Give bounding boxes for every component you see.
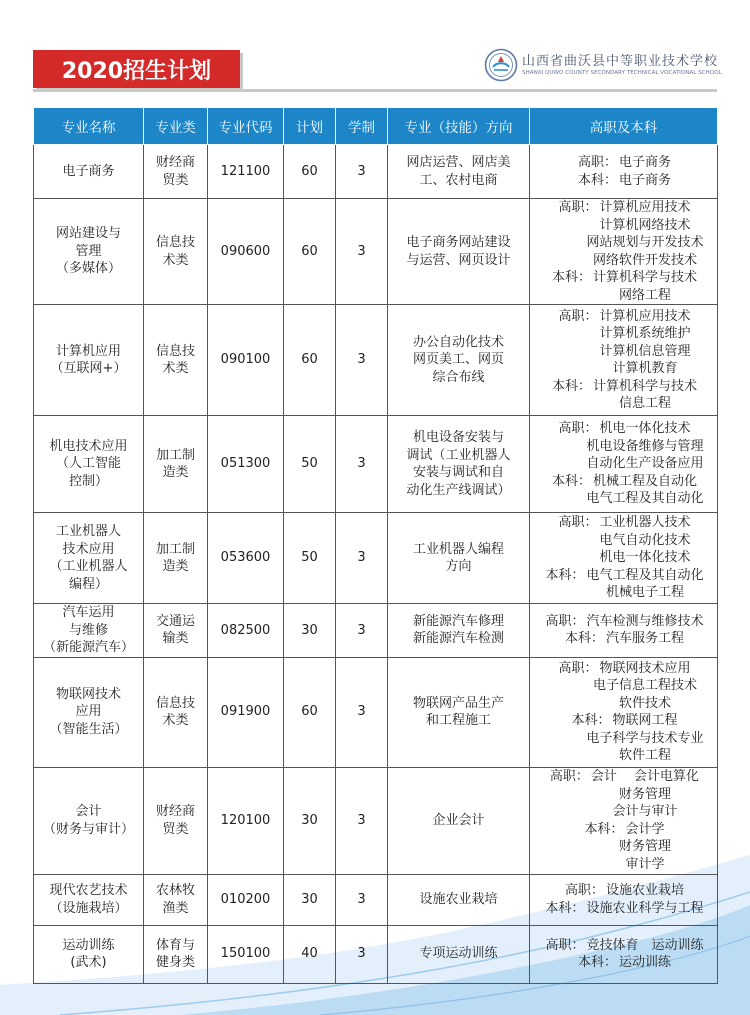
higher-education-line xyxy=(532,287,715,305)
header-category: 专业类 xyxy=(144,108,208,145)
level-label: 本科： xyxy=(577,172,617,188)
higher-education-cell xyxy=(530,305,718,416)
level-label: 本科： xyxy=(545,567,585,583)
level-label: 高职： xyxy=(558,308,598,324)
program-name: 竞技体育 运动训练 xyxy=(586,937,704,953)
plan-cell: 60 xyxy=(284,657,336,767)
higher-education-cell xyxy=(530,416,718,513)
direction-cell: 机电设备安装与 调试（工业机器人 安装与调试和自 动化生产线调试） xyxy=(388,416,530,513)
major-name-cell: 电子商务 xyxy=(34,145,144,199)
category-cell: 信息技 术类 xyxy=(144,305,208,416)
level-label: 高职： xyxy=(558,660,598,676)
higher-education-line xyxy=(532,252,715,270)
header-code: 专业代码 xyxy=(208,108,284,145)
higher-education-cell xyxy=(530,513,718,604)
major-name-cell: 会计 （财务与审计） xyxy=(34,767,144,874)
table-row xyxy=(34,305,718,416)
level-label: 本科： xyxy=(577,955,617,970)
enrollment-plan-table xyxy=(33,107,718,984)
level-label: 高职： xyxy=(549,769,589,784)
higher-education-line xyxy=(532,937,715,955)
program-name: 运动训练 xyxy=(618,955,671,970)
higher-education-line xyxy=(532,514,715,532)
category-cell: 加工制 造类 xyxy=(144,513,208,604)
direction-cell: 专项运动训练 xyxy=(388,925,530,983)
program-name: 电气工程及其自动化 xyxy=(586,567,704,583)
plan-cell: 30 xyxy=(284,767,336,874)
program-name: 自动化生产设备应用 xyxy=(586,456,704,472)
level-label: 本科： xyxy=(584,821,624,837)
higher-education-line xyxy=(532,395,715,413)
years-cell: 3 xyxy=(336,657,388,767)
table-row xyxy=(34,416,718,513)
major-name-cell: 计算机应用 （互联网+） xyxy=(34,305,144,416)
program-name: 汽车服务工程 xyxy=(605,631,684,647)
level-label: 本科： xyxy=(545,900,585,916)
table-row xyxy=(34,767,718,874)
program-name: 电子商务 xyxy=(618,172,671,188)
higher-education-line xyxy=(532,630,715,648)
higher-education-line xyxy=(532,172,715,190)
higher-education-line xyxy=(532,695,715,713)
school-name-en: SHANXI QUWO COUNTY SECONDARY TECHNICAL VOCATIONAL SCHOOL xyxy=(522,70,722,76)
program-name: 机械电子工程 xyxy=(605,585,684,601)
direction-cell: 设施农业栽培 xyxy=(388,874,530,925)
higher-education-line xyxy=(532,154,715,172)
plan-cell: 50 xyxy=(284,513,336,604)
program-name: 电气自动化技术 xyxy=(599,532,691,548)
program-name: 汽车检测与维修技术 xyxy=(586,613,704,629)
level-label: 高职： xyxy=(564,883,604,898)
table-row xyxy=(34,145,718,199)
header-major-name: 专业名称 xyxy=(34,108,144,145)
program-name: 电子科学与技术专业 xyxy=(586,730,704,746)
higher-education-line xyxy=(532,455,715,473)
higher-education-line xyxy=(532,821,715,839)
category-cell: 体育与 健身类 xyxy=(144,925,208,983)
program-name: 物联网技术应用 xyxy=(599,660,691,676)
major-name-cell: 现代农艺技术 （设施栽培） xyxy=(34,874,144,925)
program-name: 信息工程 xyxy=(618,396,671,411)
higher-education-line xyxy=(532,613,715,631)
higher-education-line xyxy=(532,900,715,918)
higher-education-line xyxy=(532,730,715,748)
higher-education-line xyxy=(532,378,715,396)
code-cell: 121100 xyxy=(208,145,284,199)
code-cell: 090100 xyxy=(208,305,284,416)
plan-cell: 50 xyxy=(284,416,336,513)
higher-education-line xyxy=(532,343,715,361)
direction-cell: 新能源汽车修理 新能源汽车检测 xyxy=(388,604,530,658)
program-name: 电子信息工程技术 xyxy=(592,678,697,693)
plan-cell: 60 xyxy=(284,145,336,199)
level-label: 本科： xyxy=(564,631,604,647)
higher-education-line xyxy=(532,308,715,326)
school-name: 山西省曲沃县中等职业技术学校 xyxy=(522,54,719,69)
program-name: 计算机应用技术 xyxy=(599,308,691,324)
higher-education-line xyxy=(532,768,715,786)
major-name-cell: 网站建设与 管理 （多媒体） xyxy=(34,199,144,305)
level-label: 高职： xyxy=(558,421,598,437)
code-cell: 051300 xyxy=(208,416,284,513)
page-title: 2020招生计划 xyxy=(33,50,240,88)
program-name: 审计学 xyxy=(625,856,665,872)
higher-education-line xyxy=(532,584,715,602)
higher-education-line xyxy=(532,490,715,508)
years-cell: 3 xyxy=(336,767,388,874)
code-cell: 091900 xyxy=(208,657,284,767)
direction-cell: 办公自动化技术 网页美工、网页 综合布线 xyxy=(388,305,530,416)
program-name: 工业机器人技术 xyxy=(599,515,691,531)
program-name: 机电设备维修与管理 xyxy=(586,438,704,454)
program-name: 设施农业科学与工程 xyxy=(586,900,704,916)
program-name: 物联网工程 xyxy=(612,713,678,728)
header-direction: 专业（技能）方向 xyxy=(388,108,530,145)
table-row xyxy=(34,513,718,604)
major-name-cell: 机电技术应用 （人工智能 控制） xyxy=(34,416,144,513)
years-cell: 3 xyxy=(336,513,388,604)
years-cell: 3 xyxy=(336,416,388,513)
plan-cell: 30 xyxy=(284,604,336,658)
program-name: 计算机科学与技术 xyxy=(592,378,697,394)
direction-cell: 企业会计 xyxy=(388,767,530,874)
category-cell: 加工制 造类 xyxy=(144,416,208,513)
program-name: 会计学 xyxy=(625,821,665,837)
higher-education-cell xyxy=(530,925,718,983)
major-name-cell: 物联网技术 应用 （智能生活） xyxy=(34,657,144,767)
years-cell: 3 xyxy=(336,925,388,983)
title-underline xyxy=(33,89,717,92)
higher-education-line xyxy=(532,199,715,217)
higher-education-line xyxy=(532,360,715,378)
direction-cell: 电子商务网站建设 与运营、网页设计 xyxy=(388,199,530,305)
higher-education-line xyxy=(532,954,715,972)
higher-education-line xyxy=(532,856,715,874)
header-years: 学制 xyxy=(336,108,388,145)
higher-education-line xyxy=(532,420,715,438)
higher-education-line xyxy=(532,803,715,821)
program-name: 财务管理 xyxy=(618,786,671,802)
category-cell: 农林牧 渔类 xyxy=(144,874,208,925)
direction-cell: 工业机器人编程 方向 xyxy=(388,513,530,604)
table-row xyxy=(34,925,718,983)
program-name: 会计与审计 xyxy=(612,804,678,819)
higher-education-line xyxy=(532,786,715,804)
level-label: 高职： xyxy=(545,937,585,953)
higher-education-line xyxy=(532,325,715,343)
years-cell: 3 xyxy=(336,145,388,199)
table-row xyxy=(34,874,718,925)
program-name: 计算机应用技术 xyxy=(599,200,691,215)
higher-education-line xyxy=(532,677,715,695)
program-name: 机电一体化技术 xyxy=(599,550,691,566)
plan-cell: 60 xyxy=(284,199,336,305)
category-cell: 财经商 贸类 xyxy=(144,145,208,199)
header-higher-education: 高职及本科 xyxy=(530,108,718,145)
program-name: 设施农业栽培 xyxy=(605,883,684,898)
program-name: 网络工程 xyxy=(618,287,671,303)
higher-education-line xyxy=(532,438,715,456)
code-cell: 010200 xyxy=(208,874,284,925)
higher-education-line xyxy=(532,549,715,567)
school-logo-icon xyxy=(484,48,518,82)
table-row xyxy=(34,604,718,658)
program-name: 软件工程 xyxy=(618,748,671,763)
higher-education-line xyxy=(532,838,715,856)
higher-education-cell xyxy=(530,657,718,767)
code-cell: 082500 xyxy=(208,604,284,658)
higher-education-cell xyxy=(530,145,718,199)
program-name: 网络软件开发技术 xyxy=(592,252,697,268)
higher-education-line xyxy=(532,747,715,765)
table-header-row xyxy=(34,108,718,145)
level-label: 本科： xyxy=(551,473,591,489)
plan-cell: 60 xyxy=(284,305,336,416)
program-name: 网站规划与开发技术 xyxy=(586,235,704,250)
major-name-cell: 工业机器人 技术应用 （工业机器人 编程） xyxy=(34,513,144,604)
program-name: 电子商务 xyxy=(618,155,671,170)
table-row xyxy=(34,199,718,305)
code-cell: 090600 xyxy=(208,199,284,305)
direction-cell: 物联网产品生产 和工程施工 xyxy=(388,657,530,767)
program-name: 计算机信息管理 xyxy=(599,343,691,359)
higher-education-line xyxy=(532,269,715,287)
table-row xyxy=(34,657,718,767)
program-name: 计算机教育 xyxy=(612,361,678,376)
level-label: 高职： xyxy=(545,613,585,629)
higher-education-cell xyxy=(530,199,718,305)
higher-education-line xyxy=(532,532,715,550)
category-cell: 信息技 术类 xyxy=(144,199,208,305)
program-name: 计算机科学与技术 xyxy=(592,270,697,285)
higher-education-line xyxy=(532,234,715,252)
higher-education-cell xyxy=(530,604,718,658)
level-label: 本科： xyxy=(551,378,591,394)
higher-education-line xyxy=(532,882,715,900)
years-cell: 3 xyxy=(336,305,388,416)
years-cell: 3 xyxy=(336,199,388,305)
major-name-cell: 汽车运用 与维修 （新能源汽车） xyxy=(34,604,144,658)
code-cell: 120100 xyxy=(208,767,284,874)
code-cell: 150100 xyxy=(208,925,284,983)
level-label: 高职： xyxy=(558,200,598,215)
major-name-cell: 运动训练 (武术) xyxy=(34,925,144,983)
years-cell: 3 xyxy=(336,604,388,658)
program-name: 财务管理 xyxy=(618,839,671,854)
higher-education-line xyxy=(532,217,715,235)
plan-cell: 30 xyxy=(284,874,336,925)
level-label: 高职： xyxy=(558,515,598,531)
years-cell: 3 xyxy=(336,874,388,925)
program-name: 机械工程及自动化 xyxy=(592,473,697,489)
direction-cell: 网店运营、网店美 工、农村电商 xyxy=(388,145,530,199)
higher-education-line xyxy=(532,473,715,491)
plan-cell: 40 xyxy=(284,925,336,983)
code-cell: 053600 xyxy=(208,513,284,604)
level-label: 高职： xyxy=(577,155,617,170)
program-name: 软件技术 xyxy=(618,695,671,711)
higher-education-cell xyxy=(530,874,718,925)
category-cell: 财经商 贸类 xyxy=(144,767,208,874)
program-name: 会计 会计电算化 xyxy=(590,769,700,784)
program-name: 电气工程及其自动化 xyxy=(586,491,704,507)
level-label: 本科： xyxy=(551,270,591,285)
higher-education-line xyxy=(532,660,715,678)
higher-education-line xyxy=(532,567,715,585)
level-label: 本科： xyxy=(571,713,611,728)
header-plan: 计划 xyxy=(284,108,336,145)
program-name: 机电一体化技术 xyxy=(599,421,691,437)
higher-education-line xyxy=(532,712,715,730)
program-name: 计算机网络技术 xyxy=(599,217,691,233)
category-cell: 交通运 输类 xyxy=(144,604,208,658)
program-name: 计算机系统维护 xyxy=(599,326,691,341)
category-cell: 信息技 术类 xyxy=(144,657,208,767)
higher-education-cell xyxy=(530,767,718,874)
